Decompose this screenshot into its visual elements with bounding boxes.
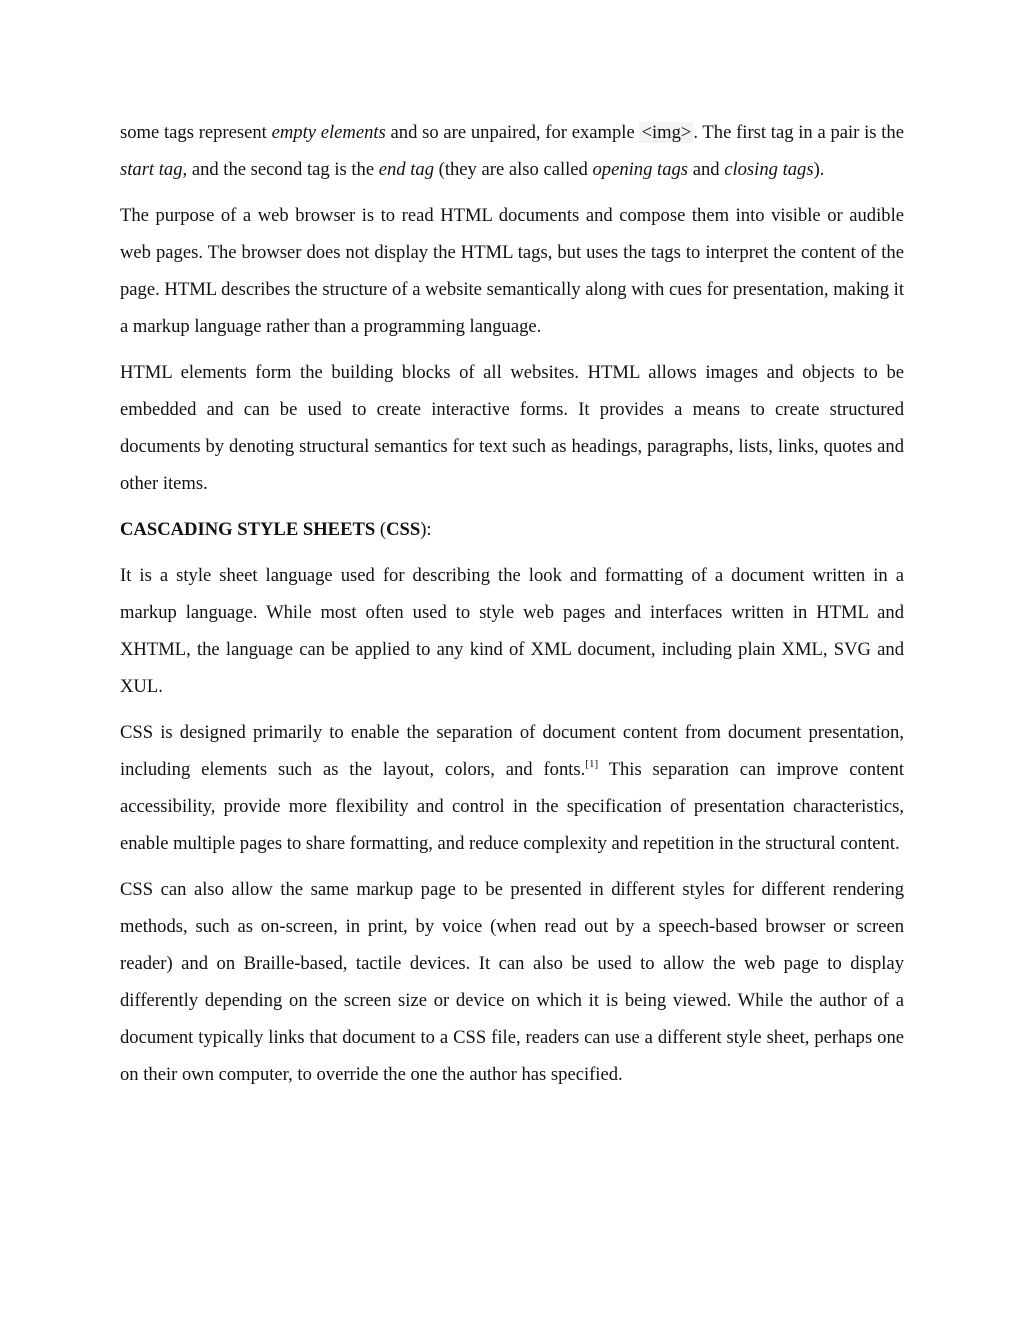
- paragraph-web-browser: The purpose of a web browser is to read HTML documents and compose them into visible or audible web pages. The browser does not display the HTML tags, but uses the tags to interpret the content of the page. HTML describes the structure of a website semantically along with cues for presentation, making it a markup language rather than a programming language.: [120, 205, 904, 337]
- text-run: and so are unpaired, for example: [385, 122, 640, 143]
- paragraph-css-rendering: CSS can also allow the same markup page to be presented in different styles for different rendering methods, such as on-screen, in print, by voice (when read out by a speech-based browser or screen reader) and on Braille-based, tactile devices. It can also be used to allow the web page to display differently depending on the screen size or device on which it is being viewed. While the author of a document typically links that document to a CSS file, readers can use a different style sheet, perhaps one on their own computer, to override the one the author has specified.: [120, 879, 904, 1085]
- img-tag-example: <img>: [641, 122, 692, 143]
- paragraph-html-tags: [120, 114, 904, 188]
- citation-ref[interactable]: [1]: [585, 757, 599, 770]
- paragraph-css-definition: It is a style sheet language used for describing the look and formatting of a document written in a markup language. While most often used to style web pages and interfaces written in HTML and XHTML, the language can be applied to any kind of XML document, including plain XML, SVG and XUL.: [120, 565, 904, 697]
- paragraph-css-separation: [120, 714, 904, 862]
- text-run: some tags represent: [120, 122, 272, 143]
- paragraph-html-elements: HTML elements form the building blocks of all websites. HTML allows images and objects to be embedded and can be used to create interactive forms. It provides a means to create structured documents by denoting structural semantics for text such as headings, paragraphs, lists, links, quotes and other items.: [120, 362, 904, 494]
- text-run: This separation can improve content accessibility, provide more flexibility and control in the specification of presentation characteristics, enable multiple pages to share formatting, and reduce complexity and repetition in the structural content.: [120, 759, 904, 854]
- term-empty-elements: empty elements: [271, 122, 386, 143]
- text-run: (they are also called: [434, 159, 593, 180]
- section-heading-css: [120, 511, 904, 548]
- text-run: and: [688, 159, 725, 180]
- term-opening-tags: opening tags: [592, 159, 689, 180]
- term-start-tag: start tag: [120, 159, 183, 180]
- heading-abbr: CSS: [386, 519, 421, 540]
- heading-close-paren: ):: [420, 519, 432, 540]
- heading-open-paren: (: [375, 519, 387, 540]
- document-page: [120, 114, 904, 1102]
- term-closing-tags: closing tags: [724, 159, 814, 180]
- text-run: ).: [813, 159, 825, 180]
- heading-main: CASCADING STYLE SHEETS: [120, 519, 376, 540]
- text-run: CSS is designed primarily to enable the separation of document content from document presentation, including elements such as the layout, colors, and fonts.: [120, 722, 904, 780]
- text-run: . The first tag in a pair is the: [693, 122, 904, 143]
- text-run: , and the second tag is the: [182, 159, 379, 180]
- term-end-tag: end tag: [378, 159, 434, 180]
